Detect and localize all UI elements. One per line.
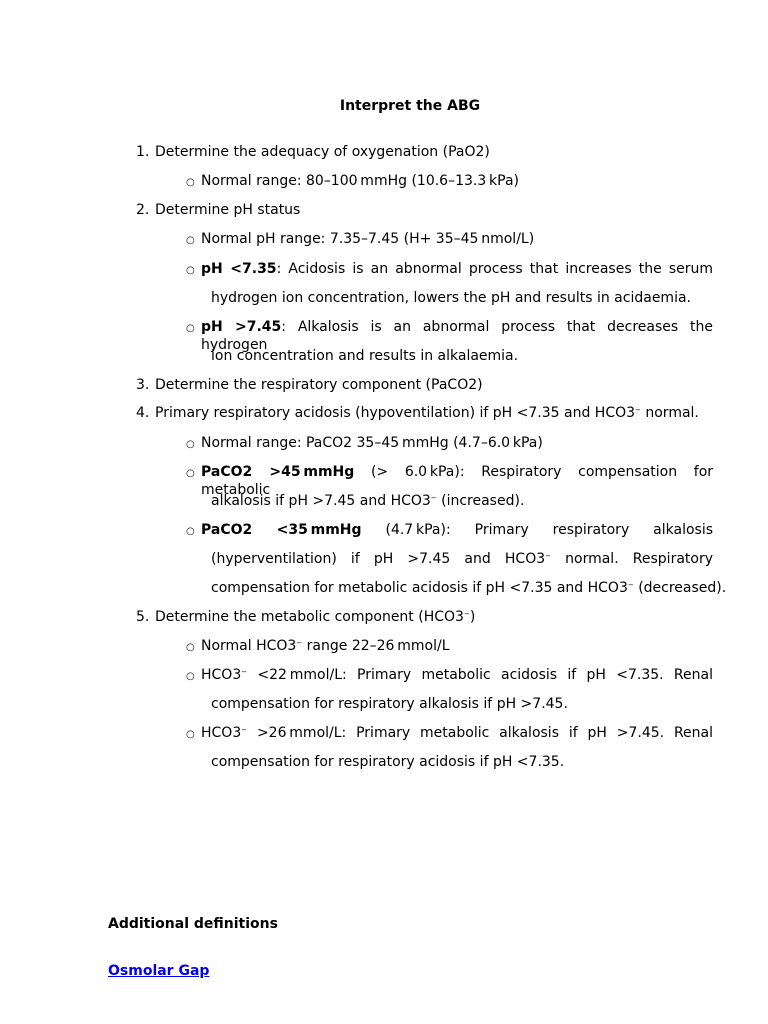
- alkalosis-definition: : Alkalosis is an abnormal process that decreases the hydrogen: [201, 319, 713, 353]
- text-part: alkalosis if pH >7.45 and HCO3: [211, 493, 431, 509]
- text-part: Primary respiratory acidosis (hypoventilation) if pH <7.35 and HCO3: [155, 405, 636, 421]
- superscript: −: [296, 639, 303, 647]
- list-number: 3.: [136, 377, 150, 393]
- bullet-icon: ○: [186, 235, 195, 246]
- text-part: (decreased).: [633, 580, 727, 596]
- bullet-icon: ○: [186, 177, 195, 188]
- subitem-paco2-low: [201, 521, 713, 539]
- text-part: <22 mmol/L: Primary metabolic acidosis if pH <7.35. Renal: [247, 667, 713, 683]
- text-part: (4.7 kPa): Primary respiratory alkalosis: [361, 522, 714, 538]
- bullet-icon: ○: [186, 439, 195, 450]
- subitem-paco2-high-continued: [211, 492, 524, 510]
- text-part: range 22–26 mmol/L: [302, 638, 450, 654]
- subitem-pao2-normal-range: Normal range: 80–100 mmHg (10.6–13.3 kPa): [201, 173, 520, 189]
- superscript: −: [430, 494, 437, 502]
- additional-definitions-heading: Additional definitions: [108, 916, 278, 932]
- page-title: Interpret the ABG: [339, 98, 481, 114]
- list-number: 5.: [136, 609, 150, 625]
- superscript: −: [635, 406, 641, 414]
- subitem-hco3-low: [201, 666, 713, 684]
- list-item-respiratory-component: Determine the respiratory component (PaCO2): [155, 377, 483, 393]
- acidosis-term: pH <7.35: [201, 261, 277, 277]
- subitem-paco2-normal-range: Normal range: PaCO2 35–45 mmHg (4.7–6.0 kPa): [201, 435, 543, 451]
- osmolar-gap-link[interactable]: Osmolar Gap: [108, 963, 210, 979]
- superscript: −: [463, 610, 470, 618]
- text-part: normal.: [640, 405, 699, 421]
- bullet-icon: ○: [186, 265, 195, 276]
- list-number: 4.: [136, 405, 150, 421]
- text-part: >26 mmol/L: Primary metabolic alkalosis if pH >7.45. Renal: [247, 725, 713, 741]
- alkalosis-term: pH >7.45: [201, 319, 282, 335]
- subitem-acidosis-continued: hydrogen ion concentration, lowers the pH and results in acidaemia.: [211, 290, 691, 306]
- text-part: Normal HCO3: [201, 638, 297, 654]
- text-part: HCO3: [201, 667, 242, 683]
- subitem-alkalosis-continued: ion concentration and results in alkalaemia.: [211, 348, 519, 364]
- text-part: (increased).: [436, 493, 525, 509]
- text-part: (hyperventilation) if pH >7.45 and HCO3: [211, 551, 546, 567]
- subitem-hco3-high: [201, 724, 713, 742]
- subitem-hco3-normal-range: [201, 637, 450, 655]
- text-part: compensation for metabolic acidosis if pH <7.35 and HCO3: [211, 580, 628, 596]
- list-item-metabolic-component: [155, 608, 475, 626]
- subitem-ph-normal-range: Normal pH range: 7.35–7.45 (H+ 35–45 nmol/L): [201, 231, 535, 247]
- subitem-acidosis: [201, 260, 713, 278]
- list-number: 1.: [136, 144, 150, 160]
- subitem-hco3-high-continued: compensation for respiratory acidosis if pH <7.35.: [211, 754, 565, 770]
- bullet-icon: ○: [186, 642, 195, 653]
- text-part: ): [469, 609, 476, 625]
- text-part: Determine the metabolic component (HCO3: [155, 609, 464, 625]
- paco2-low-term: PaCO2 <35 mmHg: [201, 522, 362, 538]
- subitem-paco2-low-continued: [211, 550, 713, 568]
- text-part: HCO3: [201, 725, 242, 741]
- list-item-ph-status: Determine pH status: [155, 202, 301, 218]
- list-item-respiratory-acidosis: [155, 404, 699, 422]
- subitem-paco2-low-continued-2: [211, 579, 726, 597]
- acidosis-definition: : Acidosis is an abnormal process that increases the serum: [276, 261, 714, 277]
- superscript: −: [627, 581, 634, 589]
- list-item-oxygenation: Determine the adequacy of oxygenation (PaO2): [155, 144, 490, 160]
- bullet-icon: ○: [186, 729, 195, 740]
- list-number: 2.: [136, 202, 150, 218]
- bullet-icon: ○: [186, 671, 195, 682]
- text-part: (> 6.0 kPa): Respiratory compensation for metabolic: [201, 464, 714, 498]
- bullet-icon: ○: [186, 526, 195, 537]
- superscript: −: [241, 668, 248, 676]
- text-part: normal. Respiratory: [551, 551, 713, 567]
- superscript: −: [545, 552, 552, 560]
- paco2-high-term: PaCO2 >45 mmHg: [201, 464, 355, 480]
- bullet-icon: ○: [186, 468, 195, 479]
- subitem-hco3-low-continued: compensation for respiratory alkalosis if pH >7.45.: [211, 696, 568, 712]
- superscript: −: [241, 726, 248, 734]
- bullet-icon: ○: [186, 323, 195, 334]
